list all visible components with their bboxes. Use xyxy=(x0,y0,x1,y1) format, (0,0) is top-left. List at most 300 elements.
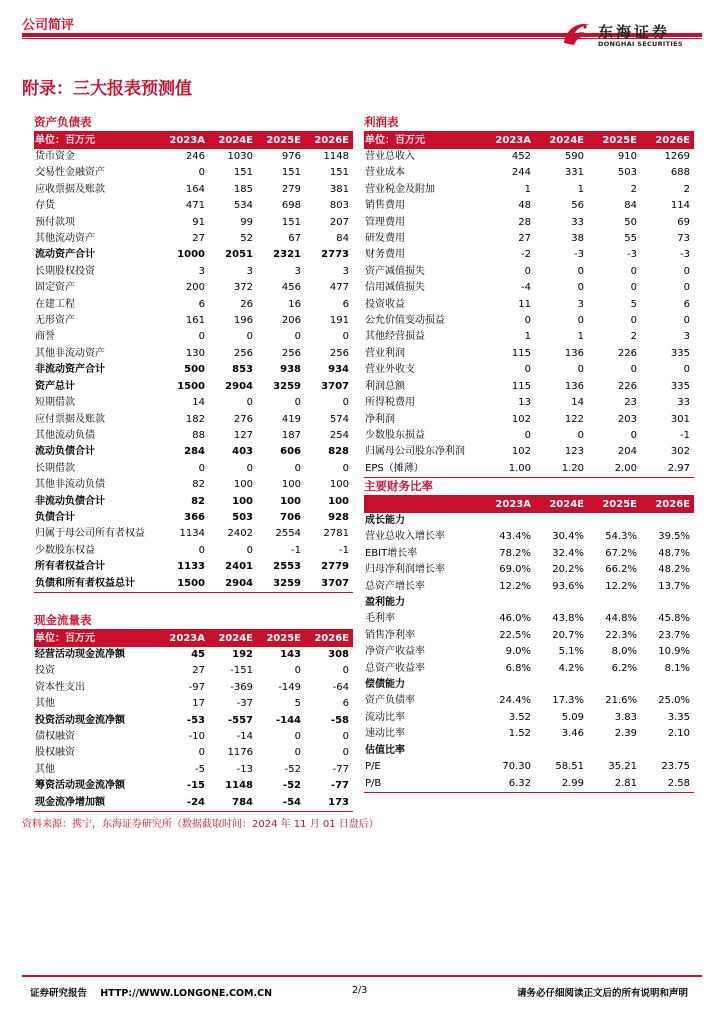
logo-english-name: DONGHAI SECURITIES xyxy=(598,40,683,48)
row-value: 11 xyxy=(518,298,531,310)
row-value: 0 xyxy=(524,265,531,277)
table-row xyxy=(364,661,694,677)
table-row xyxy=(364,710,694,726)
row-value: 207 xyxy=(329,216,349,228)
row-value: 1148 xyxy=(225,780,253,792)
row-value: 590 xyxy=(564,151,584,162)
row-value: -77 xyxy=(332,763,349,775)
row-label: 所得税费用 xyxy=(365,397,415,409)
table-row xyxy=(34,444,353,460)
row-value: 45 xyxy=(191,649,205,660)
row-value: 2.00 xyxy=(588,461,641,478)
row-value: 13 xyxy=(518,397,531,409)
table-row xyxy=(364,444,694,460)
row-value: 70.30 xyxy=(502,761,531,773)
footer-disclaimer: 请务必仔细阅读正文后的所有说明和声明 xyxy=(516,988,688,999)
row-value: 456 xyxy=(281,282,301,294)
financial-ratios-section xyxy=(364,476,694,793)
row-label: P/B xyxy=(364,776,482,793)
table-row xyxy=(364,529,694,545)
row-label: 投资收益 xyxy=(365,298,405,310)
row-value: 0 xyxy=(246,397,253,409)
row-value: 26 xyxy=(240,298,253,310)
row-value: 6.32 xyxy=(482,776,535,793)
row-label: 资产总计 xyxy=(35,380,75,392)
table-row xyxy=(34,745,353,761)
table-row xyxy=(364,280,694,296)
row-value: 803 xyxy=(329,200,349,212)
row-value: 1500 xyxy=(177,380,205,392)
table-row xyxy=(34,280,353,296)
row-value: 44.8% xyxy=(605,613,637,625)
row-value: 3 xyxy=(246,265,253,277)
balance-sheet-table xyxy=(34,132,353,593)
page-number: 2/3 xyxy=(352,985,368,996)
row-value: 1030 xyxy=(227,151,253,162)
row-value: 8.1% xyxy=(664,662,690,674)
logo-chinese-name: 东海证券 xyxy=(598,23,671,41)
row-value: 0 xyxy=(198,331,205,343)
table-header-row xyxy=(34,630,353,647)
row-value: 24.4% xyxy=(499,695,531,707)
row-value: 0 xyxy=(524,315,531,327)
row-label: 现金流净增加额 xyxy=(34,795,161,812)
row-value: 58.51 xyxy=(555,761,584,773)
column-header-year: 2023A xyxy=(482,132,535,149)
row-value: 2904 xyxy=(209,576,257,593)
row-label: 归母净利润增长率 xyxy=(365,564,445,576)
row-value: 1176 xyxy=(227,747,253,759)
row-value: 0 xyxy=(577,429,584,441)
row-label: 毛利率 xyxy=(365,613,395,625)
row-value: 372 xyxy=(233,282,253,294)
row-value: 246 xyxy=(185,151,205,162)
row-value: 335 xyxy=(670,380,690,392)
row-value: 0 xyxy=(524,364,531,376)
row-value: 1 xyxy=(577,183,584,195)
row-label: 信用减值损失 xyxy=(365,282,425,294)
row-value: 9.0% xyxy=(505,646,531,658)
row-value: 2.58 xyxy=(641,776,694,793)
row-value: 0 xyxy=(342,397,349,409)
row-value: 0 xyxy=(577,282,584,294)
row-value: 1000 xyxy=(177,249,205,261)
row-label: 商誉 xyxy=(35,331,55,343)
table-row xyxy=(34,412,353,428)
row-value: 20.2% xyxy=(552,564,584,576)
table-row xyxy=(364,759,694,775)
row-value: -14 xyxy=(236,731,253,743)
row-value: -1 xyxy=(291,544,301,556)
row-value: 698 xyxy=(281,200,301,212)
row-value: 3 xyxy=(683,331,690,343)
table-row xyxy=(364,149,694,165)
row-label: 营业利润 xyxy=(365,347,405,359)
table-row xyxy=(34,494,353,510)
income-statement-title: 利润表 xyxy=(364,112,694,132)
row-value: 12.2% xyxy=(605,580,637,592)
row-value: 2554 xyxy=(275,528,301,540)
balance-sheet-section xyxy=(34,112,353,593)
ratio-group-label: 估值比率 xyxy=(365,744,405,756)
row-label: 净利润 xyxy=(365,413,395,425)
row-value: 0 xyxy=(342,665,349,677)
row-label: 销售费用 xyxy=(365,200,405,212)
table-row xyxy=(34,696,353,712)
row-label: 营业外收支 xyxy=(365,364,415,376)
table-row xyxy=(364,395,694,411)
footer-report-link[interactable]: 证券研究报告 HTTP://WWW.LONGONE.COM.CN xyxy=(30,988,273,999)
row-label: 净资产收益率 xyxy=(365,646,425,658)
column-header-year: 2026E xyxy=(641,132,694,149)
row-value: 3 xyxy=(294,265,301,277)
row-value: 43.4% xyxy=(499,531,531,543)
row-value: 0 xyxy=(683,315,690,327)
row-value: 366 xyxy=(184,511,205,523)
row-value: 123 xyxy=(564,446,584,458)
row-value: 200 xyxy=(185,282,205,294)
row-value: 12.2% xyxy=(499,580,531,592)
row-value: 3 xyxy=(198,265,205,277)
row-value: 0 xyxy=(294,747,301,759)
row-value: -3 xyxy=(627,249,637,261)
row-value: 151 xyxy=(233,167,253,179)
row-value: 276 xyxy=(233,413,253,425)
row-value: 30.4% xyxy=(552,531,584,543)
column-header-unit xyxy=(364,496,482,513)
row-value: 8.0% xyxy=(611,646,637,658)
row-value: 284 xyxy=(184,446,205,458)
column-header-year: 2025E xyxy=(257,630,305,647)
row-value: 500 xyxy=(184,364,205,376)
row-value: 14 xyxy=(192,397,205,409)
row-value: 226 xyxy=(617,380,637,392)
table-row xyxy=(364,611,694,627)
table-row xyxy=(364,579,694,595)
row-value: -3 xyxy=(574,249,584,261)
row-value: 2.81 xyxy=(588,776,641,793)
row-value: 14 xyxy=(571,397,584,409)
data-source-note: 资料来源：携宁，东海证券研究所（数据截取时间：2024 年 11 月 01 日盘后） xyxy=(22,819,379,830)
row-label: 非流动资产合计 xyxy=(35,364,105,376)
row-label: 股权融资 xyxy=(35,747,75,759)
row-label: 预付款项 xyxy=(35,216,75,228)
row-value: -10 xyxy=(188,731,205,743)
row-value: 73 xyxy=(677,233,690,245)
table-row xyxy=(364,329,694,345)
ratio-group-header xyxy=(364,743,694,759)
row-value: 6 xyxy=(342,298,349,310)
income-statement-section xyxy=(364,112,694,478)
row-value: 910 xyxy=(617,151,637,162)
row-value: -1 xyxy=(339,544,349,556)
row-value: 39.5% xyxy=(658,531,690,543)
table-row xyxy=(364,182,694,198)
row-label: 营业总收入 xyxy=(365,151,415,162)
table-row xyxy=(34,510,353,526)
row-value: 0 xyxy=(246,331,253,343)
row-value: 206 xyxy=(281,315,301,327)
row-value: -77 xyxy=(330,780,349,792)
row-value: 182 xyxy=(185,413,205,425)
row-value: 102 xyxy=(511,413,531,425)
row-value: 52 xyxy=(240,233,253,245)
row-value: 38 xyxy=(571,233,584,245)
column-header-year: 2023A xyxy=(482,496,535,513)
table-row xyxy=(34,680,353,696)
row-value: 20.7% xyxy=(552,629,584,641)
row-label: 交易性金融资产 xyxy=(35,167,105,179)
row-value: 6.8% xyxy=(505,662,531,674)
row-label: 其他流动资产 xyxy=(35,233,95,245)
report-type-tag: 公司简评 xyxy=(22,18,75,33)
row-value: 185 xyxy=(233,183,253,195)
row-value: 3 xyxy=(577,298,584,310)
balance-sheet-title: 资产负债表 xyxy=(34,112,353,132)
row-value: 2 xyxy=(630,183,637,195)
table-row xyxy=(34,182,353,198)
row-value: 46.0% xyxy=(499,613,531,625)
row-value: 0 xyxy=(294,665,301,677)
row-value: 534 xyxy=(233,200,253,212)
ratio-group-label: 偿债能力 xyxy=(365,679,405,691)
row-value: 28 xyxy=(518,216,531,228)
column-header-year: 2025E xyxy=(257,132,305,149)
row-label: 负债和所有者权益总计 xyxy=(34,576,161,593)
row-value: 0 xyxy=(294,397,301,409)
row-value: 0 xyxy=(630,282,637,294)
row-value: 23 xyxy=(624,397,637,409)
row-value: 503 xyxy=(617,167,637,179)
row-value: 151 xyxy=(329,167,349,179)
row-value: 25.0% xyxy=(658,695,690,707)
row-value: 173 xyxy=(305,795,353,812)
row-value: 381 xyxy=(329,183,349,195)
table-row xyxy=(364,247,694,263)
row-value: 3259 xyxy=(273,380,301,392)
table-row xyxy=(364,198,694,214)
column-header-year: 2024E xyxy=(535,496,588,513)
row-value: 0 xyxy=(683,265,690,277)
cash-flow-table xyxy=(34,630,353,812)
row-value: 13.7% xyxy=(658,580,690,592)
row-value: 84 xyxy=(624,200,637,212)
row-value: 192 xyxy=(232,649,253,660)
row-value: 66.2% xyxy=(605,564,637,576)
row-value: 2321 xyxy=(273,249,301,261)
row-value: 828 xyxy=(328,446,349,458)
row-value: 0 xyxy=(342,462,349,474)
row-value: -4 xyxy=(521,282,531,294)
table-row xyxy=(364,313,694,329)
row-value: 84 xyxy=(336,233,349,245)
row-label: 货币资金 xyxy=(35,151,75,162)
row-value: -64 xyxy=(332,681,349,693)
row-value: -54 xyxy=(257,795,305,812)
table-row xyxy=(364,628,694,644)
column-header-year: 2025E xyxy=(588,496,641,513)
company-logo xyxy=(560,17,700,51)
row-value: 0 xyxy=(246,462,253,474)
row-value: -24 xyxy=(161,795,209,812)
row-value: 196 xyxy=(233,315,253,327)
row-label: 少数股东权益 xyxy=(35,544,95,556)
row-value: 5 xyxy=(294,698,301,710)
row-value: -13 xyxy=(236,763,253,775)
row-value: 688 xyxy=(670,167,690,179)
row-value: 0 xyxy=(198,747,205,759)
row-value: 2.39 xyxy=(614,728,637,740)
row-value: 100 xyxy=(280,495,301,507)
row-value: -52 xyxy=(284,763,301,775)
row-value: 4.2% xyxy=(558,662,584,674)
row-value: -5 xyxy=(195,763,205,775)
row-label: 非流动负债合计 xyxy=(35,495,105,507)
row-value: 279 xyxy=(281,183,301,195)
row-value: 136 xyxy=(564,347,584,359)
row-label: 在建工程 xyxy=(35,298,75,310)
page-title: 附录：三大报表预测值 xyxy=(22,79,192,99)
row-value: 88 xyxy=(192,429,205,441)
table-row xyxy=(364,297,694,313)
row-value: 1 xyxy=(524,183,531,195)
row-value: 0 xyxy=(577,265,584,277)
row-value: -15 xyxy=(186,780,205,792)
table-row xyxy=(34,346,353,362)
row-value: 143 xyxy=(280,649,301,660)
row-value: 35.21 xyxy=(608,761,637,773)
table-row xyxy=(34,713,353,729)
row-value: 477 xyxy=(329,282,349,294)
row-value: 3.35 xyxy=(667,711,690,723)
row-value: 6 xyxy=(683,298,690,310)
table-row xyxy=(364,412,694,428)
row-value: 2904 xyxy=(225,380,253,392)
row-value: 2.99 xyxy=(535,776,588,793)
row-value: 471 xyxy=(185,200,205,212)
row-value: 2401 xyxy=(225,561,253,573)
table-row xyxy=(364,346,694,362)
table-row xyxy=(34,231,353,247)
row-value: 130 xyxy=(185,347,205,359)
row-label: 投资 xyxy=(35,665,55,677)
row-value: 1 xyxy=(577,331,584,343)
row-value: -144 xyxy=(275,714,301,726)
table-row xyxy=(364,546,694,562)
row-value: 78.2% xyxy=(499,547,531,559)
row-label: 应收票据及账款 xyxy=(35,183,105,195)
row-value: 17.3% xyxy=(552,695,584,707)
row-value: 938 xyxy=(280,364,301,376)
column-header-year: 2024E xyxy=(209,132,257,149)
column-header-year: 2024E xyxy=(535,132,588,149)
row-label: 营业总收入增长率 xyxy=(365,531,445,543)
table-row xyxy=(364,726,694,742)
row-value: -557 xyxy=(227,714,253,726)
cash-flow-section xyxy=(34,610,353,812)
row-value: 114 xyxy=(670,200,690,212)
row-value: 0 xyxy=(630,315,637,327)
row-value: 187 xyxy=(281,429,301,441)
row-value: 91 xyxy=(192,216,205,228)
row-value: 0 xyxy=(630,265,637,277)
row-value: 164 xyxy=(185,183,205,195)
row-value: 3 xyxy=(342,265,349,277)
row-value: 151 xyxy=(281,167,301,179)
row-label: 负债合计 xyxy=(35,511,75,523)
row-value: 3.46 xyxy=(561,728,584,740)
row-value: 2.10 xyxy=(667,728,690,740)
table-row xyxy=(34,165,353,181)
dragon-logo-icon xyxy=(560,17,594,51)
table-row xyxy=(34,362,353,378)
table-row xyxy=(34,762,353,778)
row-value: 115 xyxy=(511,347,531,359)
row-value: 928 xyxy=(328,511,349,523)
row-label: 无形资产 xyxy=(35,315,75,327)
row-value: 256 xyxy=(329,347,349,359)
row-value: 1 xyxy=(524,331,531,343)
row-value: 302 xyxy=(670,446,690,458)
row-value: 67.2% xyxy=(605,547,637,559)
row-label: 其他 xyxy=(35,763,55,775)
row-value: 33 xyxy=(571,216,584,228)
row-value: 6.2% xyxy=(611,662,637,674)
row-label: EPS（摊薄） xyxy=(364,461,482,478)
table-row xyxy=(34,313,353,329)
financial-ratios-title: 主要财务比率 xyxy=(364,476,694,496)
row-label: 流动资产合计 xyxy=(35,249,95,261)
row-value: 5.09 xyxy=(561,711,584,723)
table-row xyxy=(34,778,353,794)
column-header-unit: 单位：百万元 xyxy=(364,132,482,149)
row-value: -97 xyxy=(188,681,205,693)
row-value: 934 xyxy=(328,364,349,376)
row-value: 100 xyxy=(281,479,301,491)
table-row xyxy=(364,379,694,395)
row-value: 82 xyxy=(192,479,205,491)
ratio-group-header xyxy=(364,677,694,693)
row-value: 2.97 xyxy=(641,461,694,478)
table-row xyxy=(34,264,353,280)
row-value: 1.20 xyxy=(535,461,588,478)
row-label: 其他非流动资产 xyxy=(35,347,105,359)
row-value: 2553 xyxy=(273,561,301,573)
row-value: 69 xyxy=(677,216,690,228)
row-value: 254 xyxy=(329,429,349,441)
row-label: 归属于母公司所有者权益 xyxy=(35,528,145,540)
row-label: 速动比率 xyxy=(365,728,405,740)
row-value: 100 xyxy=(328,495,349,507)
row-value: 6 xyxy=(198,298,205,310)
row-label: 投资活动现金流净额 xyxy=(35,714,125,726)
row-value: 976 xyxy=(281,151,301,162)
row-value: 452 xyxy=(511,151,531,162)
row-value: -52 xyxy=(282,780,301,792)
column-header-year: 2023A xyxy=(161,630,209,647)
column-header-year: 2025E xyxy=(588,132,641,149)
row-value: -3 xyxy=(680,249,690,261)
row-value: 21.6% xyxy=(605,695,637,707)
column-header-year: 2023A xyxy=(161,132,209,149)
table-row xyxy=(34,329,353,345)
row-value: 3.83 xyxy=(614,711,637,723)
row-label: 管理费用 xyxy=(365,216,405,228)
row-value: 23.7% xyxy=(658,629,690,641)
row-value: 301 xyxy=(670,413,690,425)
row-label: 所有者权益合计 xyxy=(35,561,105,573)
row-value: 0 xyxy=(198,462,205,474)
